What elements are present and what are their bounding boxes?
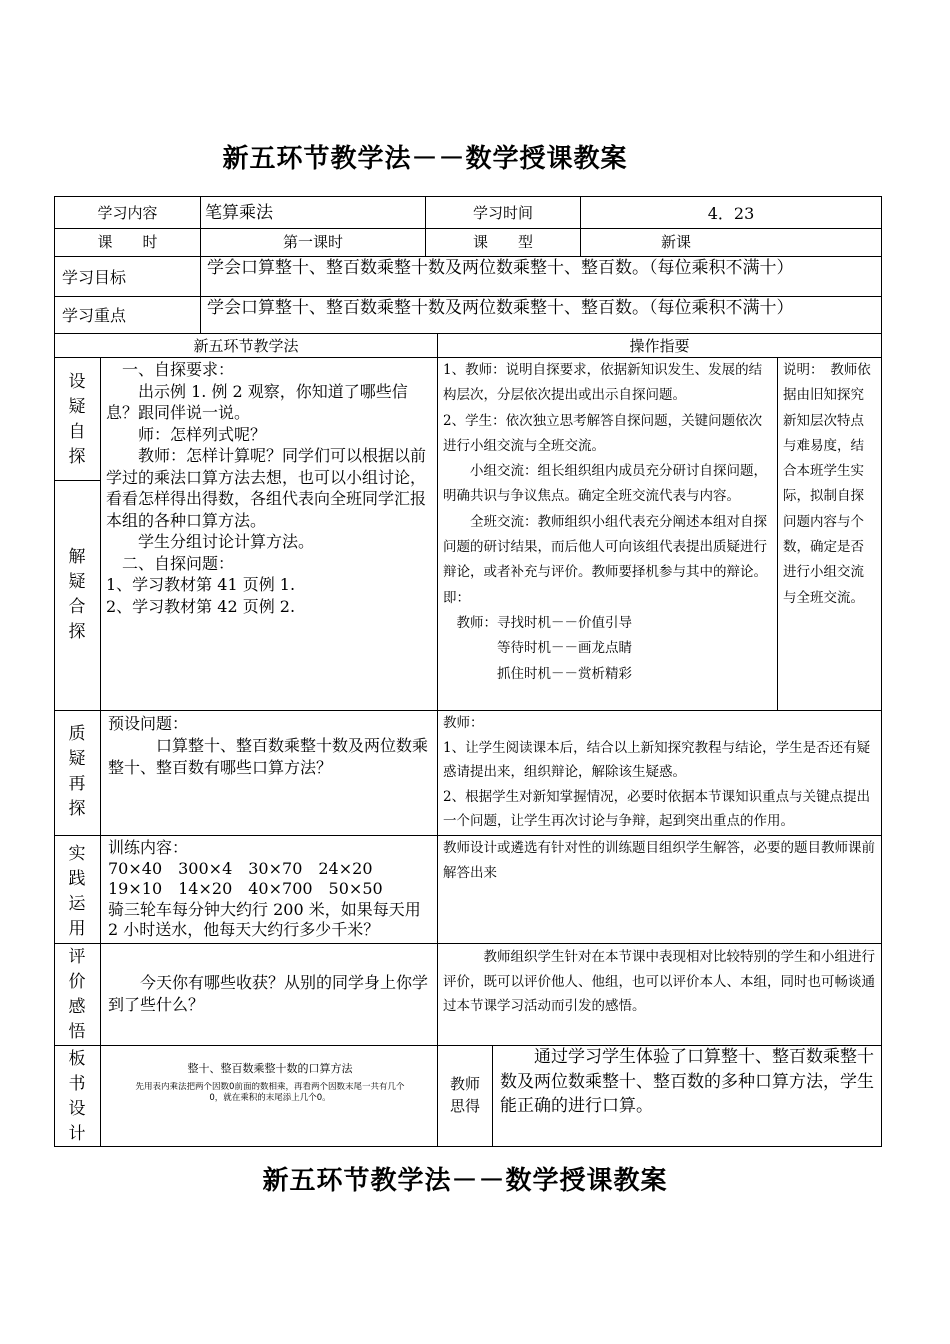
requestion-guide-line: 1、让学生阅读课本后，结合以上新知探究教程与结论，学生是否还有疑惑请提出来，组织辩论，解除该生疑惑。 — [443, 739, 871, 780]
method-column-header: 新五环节教学法 — [193, 337, 299, 355]
requestion-guide-line: 2、根据学生对新知掌握情况，必要时依据本节课知识重点与关键点提出一个问题，让学生再次讨论与争辩，起到突出重点的作用。 — [443, 788, 871, 829]
content-label: 学习内容 — [97, 204, 158, 222]
practice-line: 19×10 14×20 40×700 50×50 — [108, 879, 383, 898]
guide-line: 抓住时机－－赏析精彩 — [443, 665, 632, 682]
type-label: 课 型 — [472, 233, 533, 251]
focus-value: 学会口算整十、整百数乘整十数及两位数乘整十、整百数。（每位乘积不满十） — [207, 298, 794, 318]
practice-guide: 教师设计或遴选有针对性的训练题目组织学生解答，必要的题目教师课前解答出来 — [443, 840, 875, 881]
evaluate-guide: 教师组织学生针对在本节课中表现相对比较特别的学生和小组进行评价，既可以评价他人、他组，也可以评价本人、本组，同时也可畅谈通过本节课学习活动而引发的感悟。 — [443, 949, 875, 1014]
board-body: 先用表内乘法把两个因数0前面的数相乘，再看两个因数末尾一共有几个0，就在乘积的末尾添上几个0。 — [135, 1082, 405, 1103]
explore-line: 1、学习教材第 41 页例 1. — [106, 575, 296, 594]
time-label: 学习时间 — [472, 204, 533, 222]
focus-label: 学习重点 — [62, 306, 127, 325]
explore-line: 2、学习教材第 42 页例 2. — [106, 596, 296, 616]
requestion-line: 口算整十、整百数乘整十数及两位数乘整十、整百数有哪些口算方法？ — [108, 736, 429, 777]
reflect-label: 教师思得 — [449, 1075, 480, 1115]
stage-label-board: 板书设计 — [68, 1049, 86, 1144]
goal-value: 学会口算整十、整百数乘整十数及两位数乘整十、整百数。（每位乘积不满十） — [207, 258, 794, 278]
period-label: 课 时 — [97, 233, 158, 251]
explore-line: 学生分组讨论计算方法。 — [106, 532, 315, 551]
explore-line: 二、自探问题： — [106, 553, 235, 573]
stage-label-requestion: 质疑再探 — [68, 724, 86, 819]
reflect-text: 通过学习学生体验了口算整十、整百数乘整十数及两位数乘整十、整百数的多种口算方法，学生能正确的进行口算。 — [500, 1047, 874, 1116]
guide-line: 教师：寻找时机－－价值引导 — [443, 614, 632, 631]
explore-line: 出示例 1. 例 2 观察，你知道了哪些信息？跟同伴说一说。 — [106, 381, 408, 422]
stage-label-practice: 实践运用 — [68, 844, 86, 939]
practice-content — [108, 838, 433, 941]
explore-line: 师：怎样列式呢？ — [106, 424, 267, 444]
time-value: 4．23 — [707, 204, 755, 223]
requestion-guide — [443, 711, 877, 834]
explore-line: 一、自探要求： — [106, 360, 235, 379]
type-value: 新课 — [660, 233, 691, 251]
requestion-line: 预设问题： — [108, 714, 189, 733]
period-value: 第一课时 — [282, 233, 343, 251]
explore-note: 说明： 教师依据由旧知探究新知层次特点与难易度，结合本班学生实际，拟制自探问题内容与个数，确定是否进行小组交流与全班交流。 — [783, 362, 871, 606]
guide-line: 小组交流：组长组织组内成员充分研讨自探问题，明确共识与争议焦点。确定全班交流代表与内容。 — [443, 463, 767, 505]
stage-label-joint-explore: 解疑合探 — [68, 547, 86, 642]
explore-guide — [443, 358, 773, 687]
stage-label-evaluate: 评价感悟 — [68, 947, 86, 1042]
guide-line: 等待时机－－画龙点睛 — [443, 640, 632, 657]
guide-column-header: 操作指要 — [629, 337, 690, 355]
guide-line: 全班交流：教师组织小组代表充分阐述本组对自探问题的研讨结果，而后他人可向该组代表提出质疑进行辩论，或者补充与评价。教师要择机参与其中的辩论。即： — [443, 513, 767, 606]
evaluate-content: 今天你有哪些收获？从别的同学身上你学到了些什么？ — [108, 973, 429, 1014]
practice-line: 骑三轮车每分钟大约行 200 米，如果每天用 2 小时送水，他每天大约行多少千米？ — [108, 899, 421, 939]
guide-line: 1、教师：说明自探要求，依据新知识发生、发展的结构层次，分层依次提出或出示自探问题。 — [443, 362, 763, 404]
page-title-repeat: 新五环节教学法－－数学授课教案 — [262, 1166, 668, 1196]
goal-label: 学习目标 — [62, 268, 127, 287]
board-title: 整十、整百数乘整十数的口算方法 — [187, 1062, 353, 1075]
requestion-guide-line: 教师： — [443, 715, 484, 731]
requestion-content — [108, 713, 433, 779]
practice-line: 70×40 300×4 30×70 24×20 — [108, 858, 373, 878]
stage-label-self-explore: 设疑自探 — [68, 372, 86, 467]
explore-line: 教师：怎样计算呢？同学们可以根据以前学过的乘法口算方法去想，也可以小组讨论，看看怎样得出得数，各组代表向全班同学汇报本组的各种口算方法。 — [106, 446, 427, 530]
page-title: 新五环节教学法－－数学授课教案 — [222, 144, 628, 174]
explore-content — [106, 359, 431, 617]
content-value: 笔算乘法 — [205, 203, 273, 223]
practice-line: 训练内容： — [108, 838, 189, 857]
guide-line: 2、学生：依次独立思考解答自探问题，关键问题依次进行小组交流与全班交流。 — [443, 412, 763, 454]
